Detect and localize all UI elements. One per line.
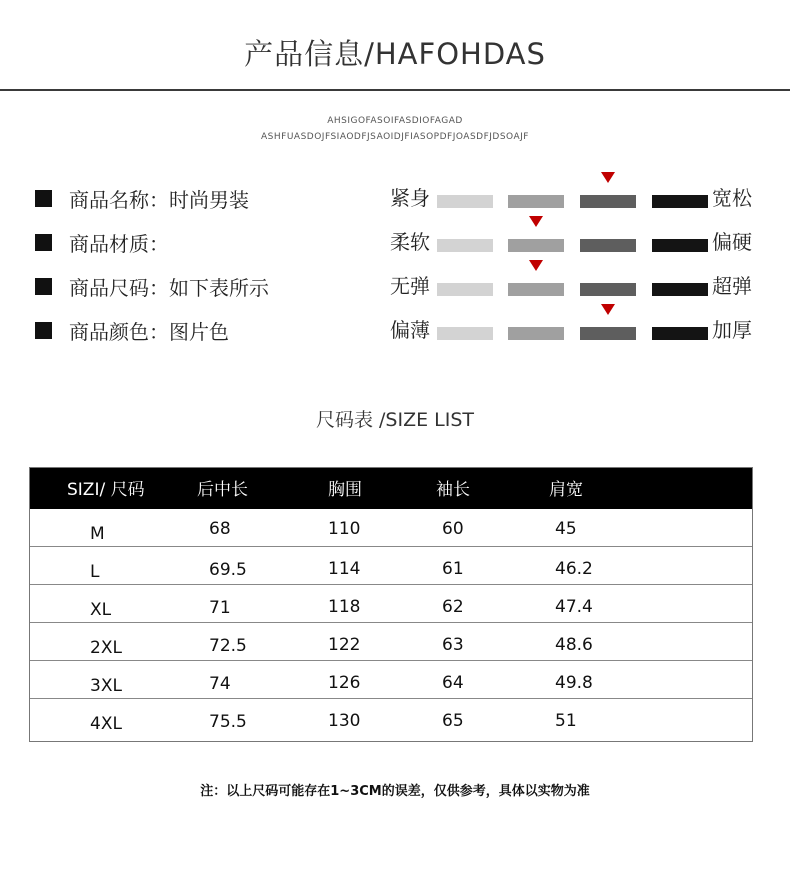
- scale-segment: [580, 327, 636, 340]
- selected-marker-icon: [601, 304, 615, 315]
- cell-shoulder: 48.6: [555, 635, 593, 655]
- info-label: 商品材质：: [69, 231, 169, 256]
- size-list-title: 尺码表 /SIZE LIST: [315, 409, 475, 431]
- page-title: 产品信息/HAFOHDAS: [244, 37, 546, 71]
- info-row-material: [35, 230, 169, 254]
- cell-back-length: 68: [209, 519, 231, 539]
- scale-segment: [437, 283, 493, 296]
- table-row: [30, 547, 752, 585]
- cell-shoulder: 47.4: [555, 597, 593, 617]
- subtitle-line-1: AHSIGOFASOIFASDIOFAGAD: [327, 116, 463, 126]
- scale-segment: [508, 239, 564, 252]
- scale-segment: [508, 283, 564, 296]
- cell-chest: 118: [328, 597, 361, 617]
- header-shoulder: 肩宽: [549, 480, 583, 500]
- scale-segment: [437, 327, 493, 340]
- cell-chest: 130: [328, 711, 361, 731]
- scale-left-label: 偏薄: [390, 318, 430, 342]
- scale-segment: [652, 195, 708, 208]
- cell-chest: 122: [328, 635, 361, 655]
- cell-sleeve: 65: [442, 711, 464, 731]
- scale-right-label: 宽松: [712, 186, 752, 210]
- cell-size: M: [90, 524, 105, 544]
- table-header: [30, 468, 752, 509]
- cell-shoulder: 45: [555, 519, 577, 539]
- selected-marker-icon: [601, 172, 615, 183]
- bullet-square-icon: [35, 278, 52, 295]
- scale-left-label: 柔软: [390, 230, 430, 254]
- scale-thickness: [390, 318, 770, 342]
- scale-segment: [580, 195, 636, 208]
- table-row: [30, 661, 752, 699]
- cell-size: 2XL: [90, 638, 122, 658]
- scale-right-label: 超弹: [712, 274, 752, 298]
- cell-chest: 114: [328, 559, 361, 579]
- scale-segment: [652, 327, 708, 340]
- scale-segment: [652, 239, 708, 252]
- header-back-length: 后中长: [197, 480, 248, 500]
- cell-size: L: [90, 562, 100, 582]
- info-label: 商品颜色：图片色: [69, 319, 229, 344]
- cell-shoulder: 46.2: [555, 559, 593, 579]
- scale-segment: [580, 239, 636, 252]
- scale-segment: [437, 195, 493, 208]
- scale-segment: [508, 327, 564, 340]
- bullet-square-icon: [35, 234, 52, 251]
- info-row-name: [35, 186, 249, 210]
- info-row-color: [35, 318, 229, 342]
- size-table: [29, 467, 753, 742]
- cell-sleeve: 64: [442, 673, 464, 693]
- scale-fit: [390, 186, 770, 210]
- info-label: 商品尺码：如下表所示: [69, 275, 269, 300]
- header-size: SIZI/ 尺码: [67, 480, 145, 500]
- selected-marker-icon: [529, 216, 543, 227]
- cell-back-length: 74: [209, 674, 231, 694]
- cell-chest: 126: [328, 673, 361, 693]
- scale-left-label: 紧身: [390, 186, 430, 210]
- info-row-size: [35, 274, 269, 298]
- cell-sleeve: 62: [442, 597, 464, 617]
- cell-sleeve: 61: [442, 559, 464, 579]
- cell-back-length: 71: [209, 598, 231, 618]
- header-chest: 胸围: [328, 480, 362, 500]
- subtitle-line-2: ASHFUASDOJFSIAODFJSAOIDJFIASOPDFJOASDFJDSOAJF: [261, 132, 529, 142]
- cell-size: 3XL: [90, 676, 122, 696]
- cell-size: XL: [90, 600, 112, 620]
- scale-left-label: 无弹: [390, 274, 430, 298]
- cell-size: 4XL: [90, 714, 122, 734]
- cell-back-length: 72.5: [209, 636, 247, 656]
- cell-chest: 110: [328, 519, 361, 539]
- bullet-square-icon: [35, 322, 52, 339]
- header-sleeve: 袖长: [436, 480, 470, 500]
- scale-stretch: [390, 274, 770, 298]
- cell-shoulder: 49.8: [555, 673, 593, 693]
- scale-right-label: 加厚: [712, 318, 752, 342]
- cell-back-length: 75.5: [209, 712, 247, 732]
- table-row: [30, 699, 752, 737]
- title-divider: [0, 89, 790, 91]
- scale-segment: [580, 283, 636, 296]
- info-label: 商品名称：时尚男装: [69, 187, 249, 212]
- bullet-square-icon: [35, 190, 52, 207]
- cell-shoulder: 51: [555, 711, 577, 731]
- scale-segment: [437, 239, 493, 252]
- scale-segment: [652, 283, 708, 296]
- scale-softness: [390, 230, 770, 254]
- footnote: 注：以上尺码可能存在1~3CM的误差，仅供参考，具体以实物为准: [200, 784, 590, 799]
- cell-sleeve: 60: [442, 519, 464, 539]
- table-row: [30, 585, 752, 623]
- scale-right-label: 偏硬: [712, 230, 752, 254]
- selected-marker-icon: [529, 260, 543, 271]
- cell-sleeve: 63: [442, 635, 464, 655]
- cell-back-length: 69.5: [209, 560, 247, 580]
- table-row: [30, 509, 752, 547]
- scale-segment: [508, 195, 564, 208]
- table-row: [30, 623, 752, 661]
